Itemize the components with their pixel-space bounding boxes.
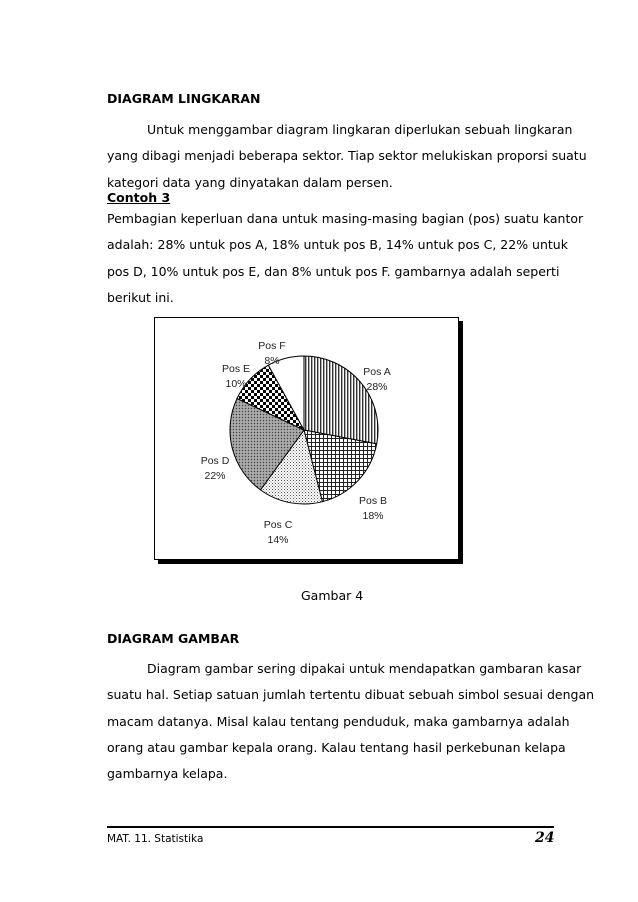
slice-label: Pos D — [200, 455, 230, 467]
slice-value-label: 18% — [362, 510, 384, 522]
intro-paragraph — [107, 117, 587, 196]
section-heading-diagram-gambar: DIAGRAM GAMBAR — [107, 631, 240, 646]
paragraph-line: berikut ini. — [107, 289, 174, 305]
slice-label: Pos B — [358, 495, 388, 507]
paragraph-line: yang dibagi menjadi beberapa sektor. Tiap sektor melukiskan proporsi suatu — [107, 148, 587, 164]
slice-label: Pos E — [221, 363, 251, 375]
paragraph-line: gambarnya kelapa. — [107, 766, 228, 782]
paragraph-line: pos D, 10% untuk pos E, dan 8% untuk pos F. gambarnya adalah seperti — [107, 263, 560, 279]
paragraph-line: Untuk menggambar diagram lingkaran diperlukan sebuah lingkaran — [147, 122, 573, 137]
paragraph-line: Diagram gambar sering dipakai untuk mendapatkan gambaran kasar — [147, 661, 582, 676]
footer-course-label: MAT. 11. Statistika — [107, 833, 204, 845]
figure-caption: Gambar 4 — [301, 588, 364, 603]
slice-label: Pos A — [363, 366, 391, 378]
paragraph-line: suatu hal. Setiap satuan jumlah tertentu dibuat sebuah simbol sesuai dengan — [107, 687, 595, 703]
paragraph-line: kategori data yang dinyatakan dalam persen. — [107, 174, 393, 190]
example-title: Contoh 3 — [107, 190, 171, 205]
paragraph-line: adalah: 28% untuk pos A, 18% untuk pos B, 14% untuk pos C, 22% untuk — [107, 237, 568, 253]
slice-label: Pos C — [263, 519, 293, 531]
pie-chart — [155, 318, 458, 559]
slice-value-label: 10% — [225, 378, 247, 390]
slice-label: Pos F — [258, 340, 286, 352]
slice-value-label: 28% — [366, 381, 388, 393]
page-number: 24 — [535, 830, 555, 846]
paragraph-line: macam datanya. Misal kalau tentang penduduk, maka gambarnya adalah — [107, 713, 570, 729]
example-paragraph — [107, 206, 584, 311]
section-heading-diagram-lingkaran: DIAGRAM LINGKARAN — [107, 91, 261, 106]
paragraph-line: Pembagian keperluan dana untuk masing-masing bagian (pos) suatu kantor — [107, 211, 584, 226]
pictogram-paragraph — [107, 656, 595, 787]
paragraph-line: orang atau gambar kepala orang. Kalau tentang hasil perkebunan kelapa — [107, 739, 566, 755]
footer-rule — [107, 826, 554, 828]
slice-value-label: 14% — [267, 534, 289, 546]
slice-value-label: 22% — [204, 470, 226, 482]
pie-chart-frame — [154, 317, 459, 560]
slice-value-label: 8% — [264, 355, 280, 367]
